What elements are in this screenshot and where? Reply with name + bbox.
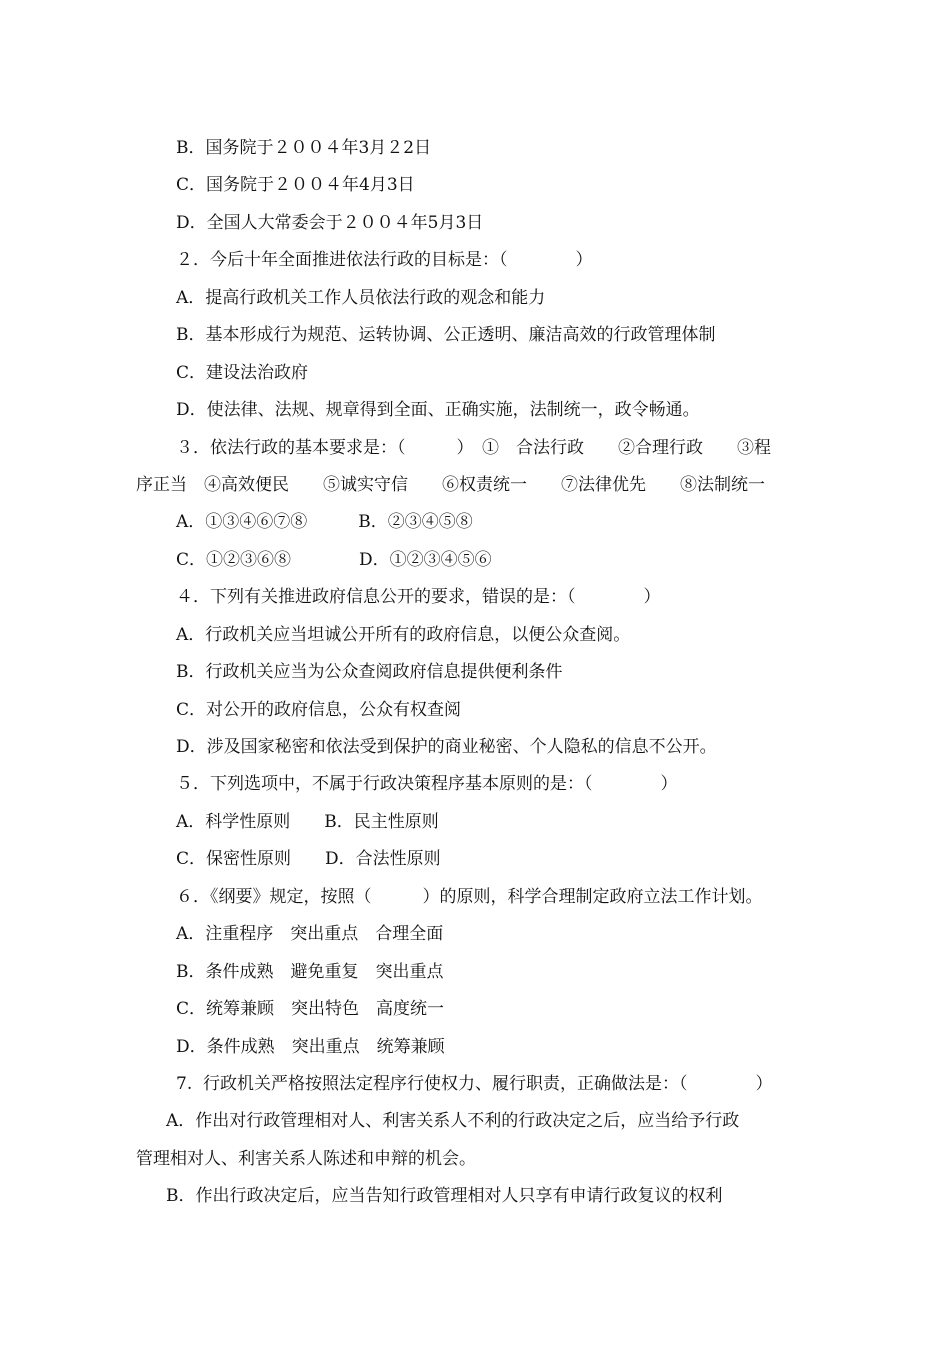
option-cd-line: C．保密性原则 D．合法性原则 xyxy=(176,849,441,869)
question-3-continued: 序正当 ④高效便民 ⑤诚实守信 ⑥权责统一 ⑦法律优先 ⑧法制统一 xyxy=(136,475,765,495)
question-3: ３．依法行政的基本要求是：（ ） ① 合法行政 ②合理行政 ③程 xyxy=(176,438,771,458)
option-a-line: A．作出对行政管理相对人、利害关系人不利的行政决定之后，应当给予行政 xyxy=(166,1111,740,1131)
option-ab-line: A．科学性原则 B．民主性原则 xyxy=(176,812,439,832)
question-4: ４．下列有关推进政府信息公开的要求，错误的是：（ ） xyxy=(176,587,661,607)
option-d-line: D．使法律、法规、规章得到全面、正确实施，法制统一，政令畅通。 xyxy=(176,400,700,420)
option-c-line: C．国务院于２００４年4月3日 xyxy=(176,175,415,195)
option-cd-line: C．①②③⑥⑧ D．①②③④⑤⑥ xyxy=(176,550,492,570)
option-b-line: B．国务院于２００４年3月２2日 xyxy=(176,138,432,158)
question-6: ６．《纲要》规定，按照（ ）的原则，科学合理制定政府立法工作计划。 xyxy=(176,887,763,907)
option-ab-line: A．①③④⑥⑦⑧ B．②③④⑤⑧ xyxy=(176,512,473,532)
option-b-line: B．行政机关应当为公众查阅政府信息提供便利条件 xyxy=(176,662,563,682)
option-d-line: D．涉及国家秘密和依法受到保护的商业秘密、个人隐私的信息不公开。 xyxy=(176,737,717,757)
question-7: 7. 行政机关严格按照法定程序行使权力、履行职责，正确做法是：（ ） xyxy=(176,1074,773,1094)
option-a-line: A．提高行政机关工作人员依法行政的观念和能力 xyxy=(176,288,546,308)
question-5: ５．下列选项中，不属于行政决策程序基本原则的是：（ ） xyxy=(176,774,678,794)
option-b-line: B．基本形成行为规范、运转协调、公正透明、廉洁高效的行政管理体制 xyxy=(176,325,716,345)
option-c-line: C．对公开的政府信息，公众有权查阅 xyxy=(176,700,462,720)
option-a-line-continued: 管理相对人、利害关系人陈述和申辩的机会。 xyxy=(136,1149,476,1169)
option-d-line: D．条件成熟 突出重点 统筹兼顾 xyxy=(176,1037,445,1057)
option-b-line: B．条件成熟 避免重复 突出重点 xyxy=(176,962,444,982)
option-b-line: B．作出行政决定后，应当告知行政管理相对人只享有申请行政复议的权利 xyxy=(166,1186,723,1206)
option-c-line: C．建设法治政府 xyxy=(176,363,309,383)
option-a-line: A．注重程序 突出重点 合理全面 xyxy=(176,924,444,944)
option-d-line: D．全国人大常委会于２００４年5月3日 xyxy=(176,213,484,233)
option-a-line: A．行政机关应当坦诚公开所有的政府信息，以便公众查阅。 xyxy=(176,625,631,645)
option-c-line: C．统筹兼顾 突出特色 高度统一 xyxy=(176,999,445,1019)
question-2: ２．今后十年全面推进依法行政的目标是：（ ） xyxy=(176,250,593,270)
